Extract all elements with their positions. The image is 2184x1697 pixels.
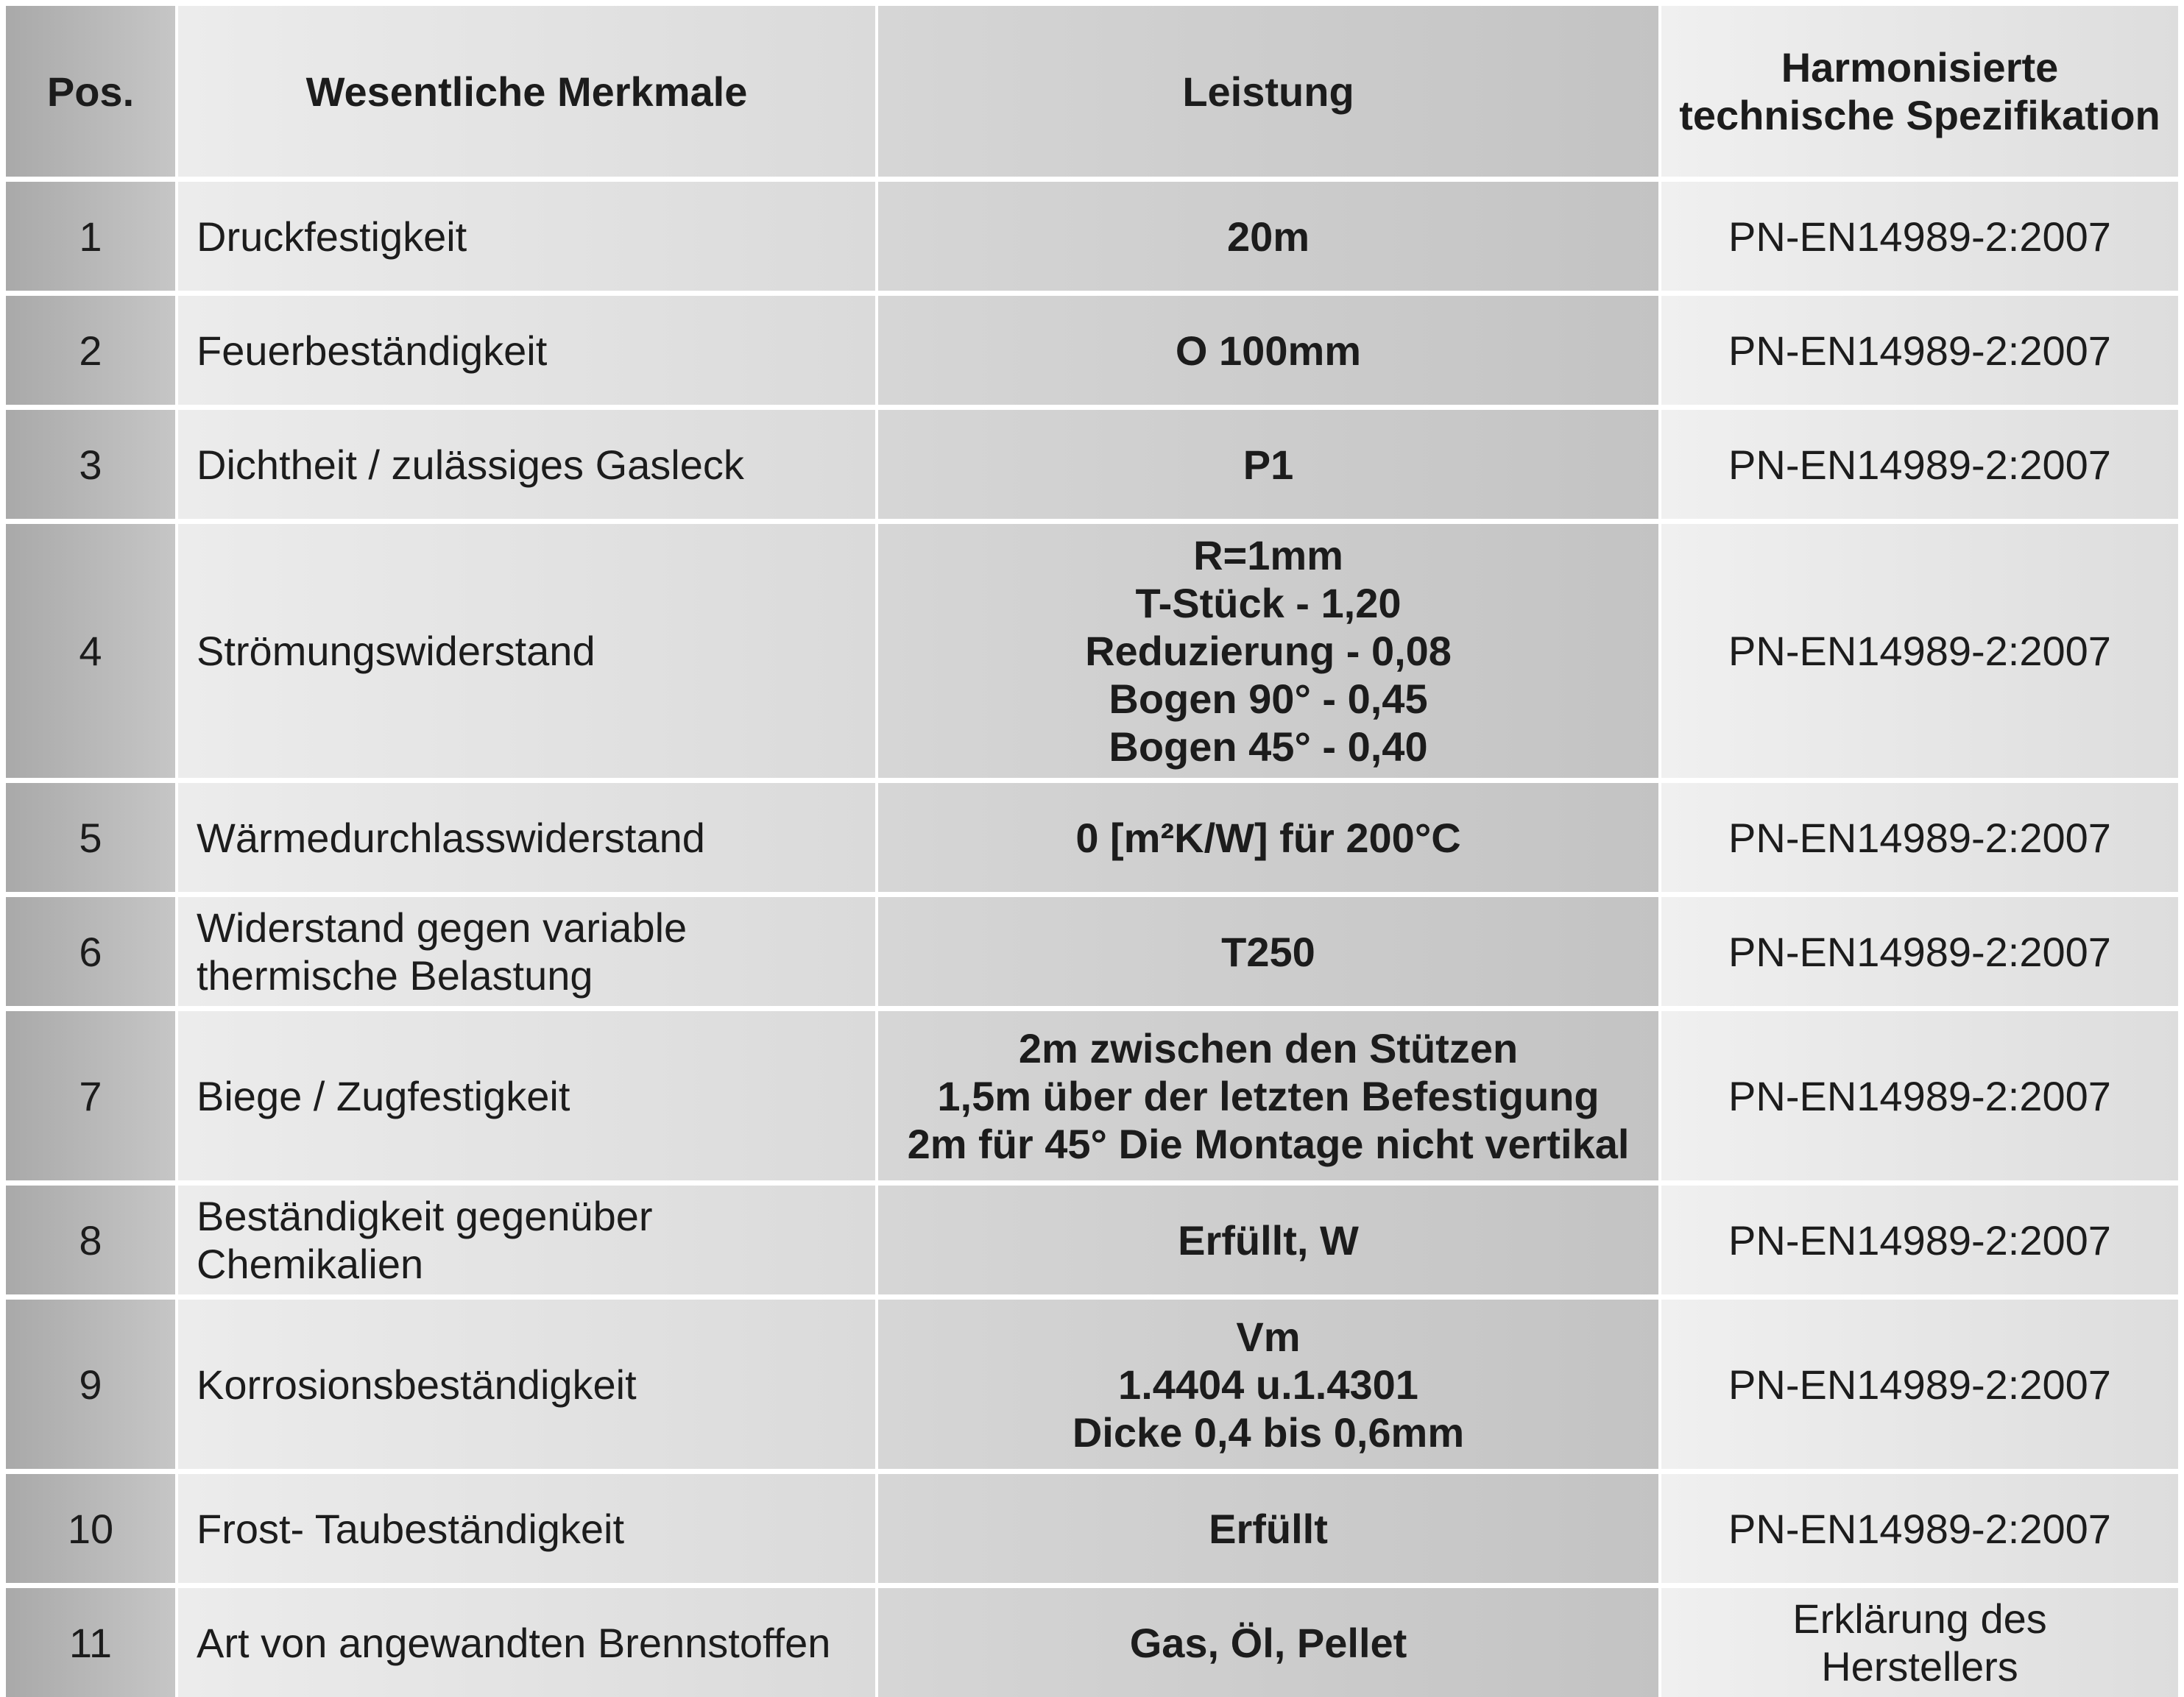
row-leistung-line: Erfüllt, W [1178, 1216, 1359, 1264]
row-pos-number: 8 [79, 1216, 102, 1264]
row-spezifikation-line: PN-EN14989-2:2007 [1728, 628, 2111, 674]
row-merkmal [178, 410, 875, 519]
row-pos [6, 783, 175, 892]
row-merkmal-line: Chemikalien [197, 1241, 424, 1287]
row-leistung-line: 1,5m über der letzten Befestigung [937, 1072, 1600, 1119]
row-merkmal [178, 296, 875, 405]
row-leistung-line: 20m [1226, 213, 1310, 260]
row-leistung-line: T250 [1221, 928, 1315, 975]
header-pos-label: Pos. [46, 68, 135, 115]
header-merkmale-label: Wesentliche Merkmale [305, 68, 748, 115]
row-spezifikation [1661, 524, 2178, 778]
row-pos-number: 11 [68, 1619, 113, 1666]
row-spezifikation-line: PN-EN14989-2:2007 [1728, 814, 2111, 861]
row-leistung [878, 897, 1658, 1006]
row-leistung [878, 410, 1658, 519]
row-leistung-line: 0 [m²K/W] für 200°C [1075, 814, 1461, 861]
row-merkmal [178, 1474, 875, 1583]
row-leistung-line: 2m zwischen den Stützen [1018, 1024, 1519, 1071]
row-pos-number: 9 [79, 1361, 102, 1408]
row-leistung [878, 1588, 1658, 1697]
row-pos-number: 7 [79, 1072, 102, 1119]
row-pos-number: 5 [79, 814, 102, 861]
row-pos [6, 1300, 175, 1469]
row-leistung [878, 1011, 1658, 1180]
row-spezifikation-line: PN-EN14989-2:2007 [1728, 1072, 2111, 1119]
row-spezifikation [1661, 182, 2178, 291]
row-merkmal [178, 1588, 875, 1697]
row-merkmal [178, 524, 875, 778]
row-pos-number: 10 [67, 1505, 114, 1552]
row-pos [6, 897, 175, 1006]
row-spezifikation-line: PN-EN14989-2:2007 [1728, 928, 2111, 975]
row-leistung-line: P1 [1243, 441, 1294, 488]
performance-table [6, 6, 2178, 1691]
row-spezifikation-line: PN-EN14989-2:2007 [1728, 1361, 2111, 1408]
row-pos [6, 1011, 175, 1180]
row-leistung [878, 1300, 1658, 1469]
row-leistung-line: Bogen 90° - 0,45 [1109, 676, 1428, 722]
row-leistung-line: R=1mm [1193, 532, 1343, 578]
row-merkmal [178, 1186, 875, 1294]
row-merkmal [178, 783, 875, 892]
header-spezifikation-line: technische Spezifikation [1679, 92, 2160, 138]
row-merkmal-line: Korrosionsbeständigkeit [197, 1361, 637, 1408]
row-merkmal-line: Frost- Taubeständigkeit [197, 1505, 625, 1552]
row-merkmal [178, 1011, 875, 1180]
header-leistung [878, 6, 1658, 177]
row-leistung [878, 296, 1658, 405]
row-pos [6, 524, 175, 778]
row-spezifikation [1661, 1588, 2178, 1697]
row-leistung [878, 1474, 1658, 1583]
row-pos [6, 182, 175, 291]
row-spezifikation-line: PN-EN14989-2:2007 [1728, 327, 2111, 374]
row-spezifikation [1661, 1300, 2178, 1469]
header-spezifikation [1661, 6, 2178, 177]
row-leistung-line: Bogen 45° - 0,40 [1109, 723, 1428, 770]
row-leistung [878, 1186, 1658, 1294]
row-spezifikation [1661, 410, 2178, 519]
row-merkmal [178, 182, 875, 291]
row-spezifikation [1661, 897, 2178, 1006]
row-spezifikation [1661, 1474, 2178, 1583]
row-pos-number: 3 [79, 441, 102, 488]
row-spezifikation [1661, 1186, 2178, 1294]
row-spezifikation [1661, 296, 2178, 405]
row-pos-number: 4 [79, 628, 102, 674]
row-merkmal [178, 897, 875, 1006]
row-merkmal-line: Strömungswiderstand [197, 628, 596, 674]
row-merkmal [178, 1300, 875, 1469]
row-merkmal-line: Beständigkeit gegenüber [197, 1193, 653, 1239]
row-leistung-line: O 100mm [1175, 327, 1362, 374]
row-pos [6, 296, 175, 405]
row-pos-number: 2 [79, 327, 102, 374]
row-leistung-line: 1.4404 u.1.4301 [1118, 1361, 1418, 1408]
row-spezifikation [1661, 783, 2178, 892]
row-merkmal-line: Art von angewandten Brennstoffen [197, 1619, 831, 1666]
header-spezifikation-line: Harmonisierte [1781, 44, 2059, 91]
row-spezifikation-line: PN-EN14989-2:2007 [1728, 1216, 2111, 1264]
row-merkmal-line: Druckfestigkeit [197, 213, 467, 260]
row-leistung-line: Gas, Öl, Pellet [1129, 1619, 1407, 1666]
row-merkmal-line: Wärmedurchlasswiderstand [197, 814, 705, 861]
row-merkmal-line: Biege / Zugfestigkeit [197, 1072, 570, 1119]
row-pos [6, 1186, 175, 1294]
row-leistung-line: Reduzierung - 0,08 [1085, 628, 1452, 674]
row-leistung-line: 2m für 45° Die Montage nicht vertikal [907, 1120, 1630, 1167]
row-spezifikation [1661, 1011, 2178, 1180]
row-spezifikation-line: PN-EN14989-2:2007 [1728, 441, 2111, 488]
row-merkmal-line: thermische Belastung [197, 952, 593, 999]
row-leistung-line: T-Stück - 1,20 [1135, 580, 1402, 626]
row-leistung [878, 182, 1658, 291]
row-merkmal-line: Feuerbeständigkeit [197, 327, 548, 374]
header-leistung-label: Leistung [1182, 68, 1354, 115]
row-pos [6, 1588, 175, 1697]
row-leistung-line: Erfüllt [1209, 1505, 1328, 1552]
row-leistung [878, 783, 1658, 892]
row-merkmal-line: Widerstand gegen variable [197, 904, 688, 951]
header-pos [6, 6, 175, 177]
row-pos [6, 1474, 175, 1583]
row-spezifikation-line: PN-EN14989-2:2007 [1728, 1505, 2111, 1552]
row-spezifikation-line: Herstellers [1821, 1643, 2018, 1690]
row-pos-number: 1 [79, 213, 102, 260]
row-pos-number: 6 [79, 928, 102, 975]
row-spezifikation-line: PN-EN14989-2:2007 [1728, 213, 2111, 260]
row-leistung-line: Vm [1236, 1313, 1301, 1360]
header-merkmale [178, 6, 875, 177]
row-pos [6, 410, 175, 519]
row-leistung-line: Dicke 0,4 bis 0,6mm [1072, 1409, 1465, 1456]
row-leistung [878, 524, 1658, 778]
row-spezifikation-line: Erklärung des [1792, 1595, 2047, 1642]
row-merkmal-line: Dichtheit / zulässiges Gasleck [197, 441, 744, 488]
